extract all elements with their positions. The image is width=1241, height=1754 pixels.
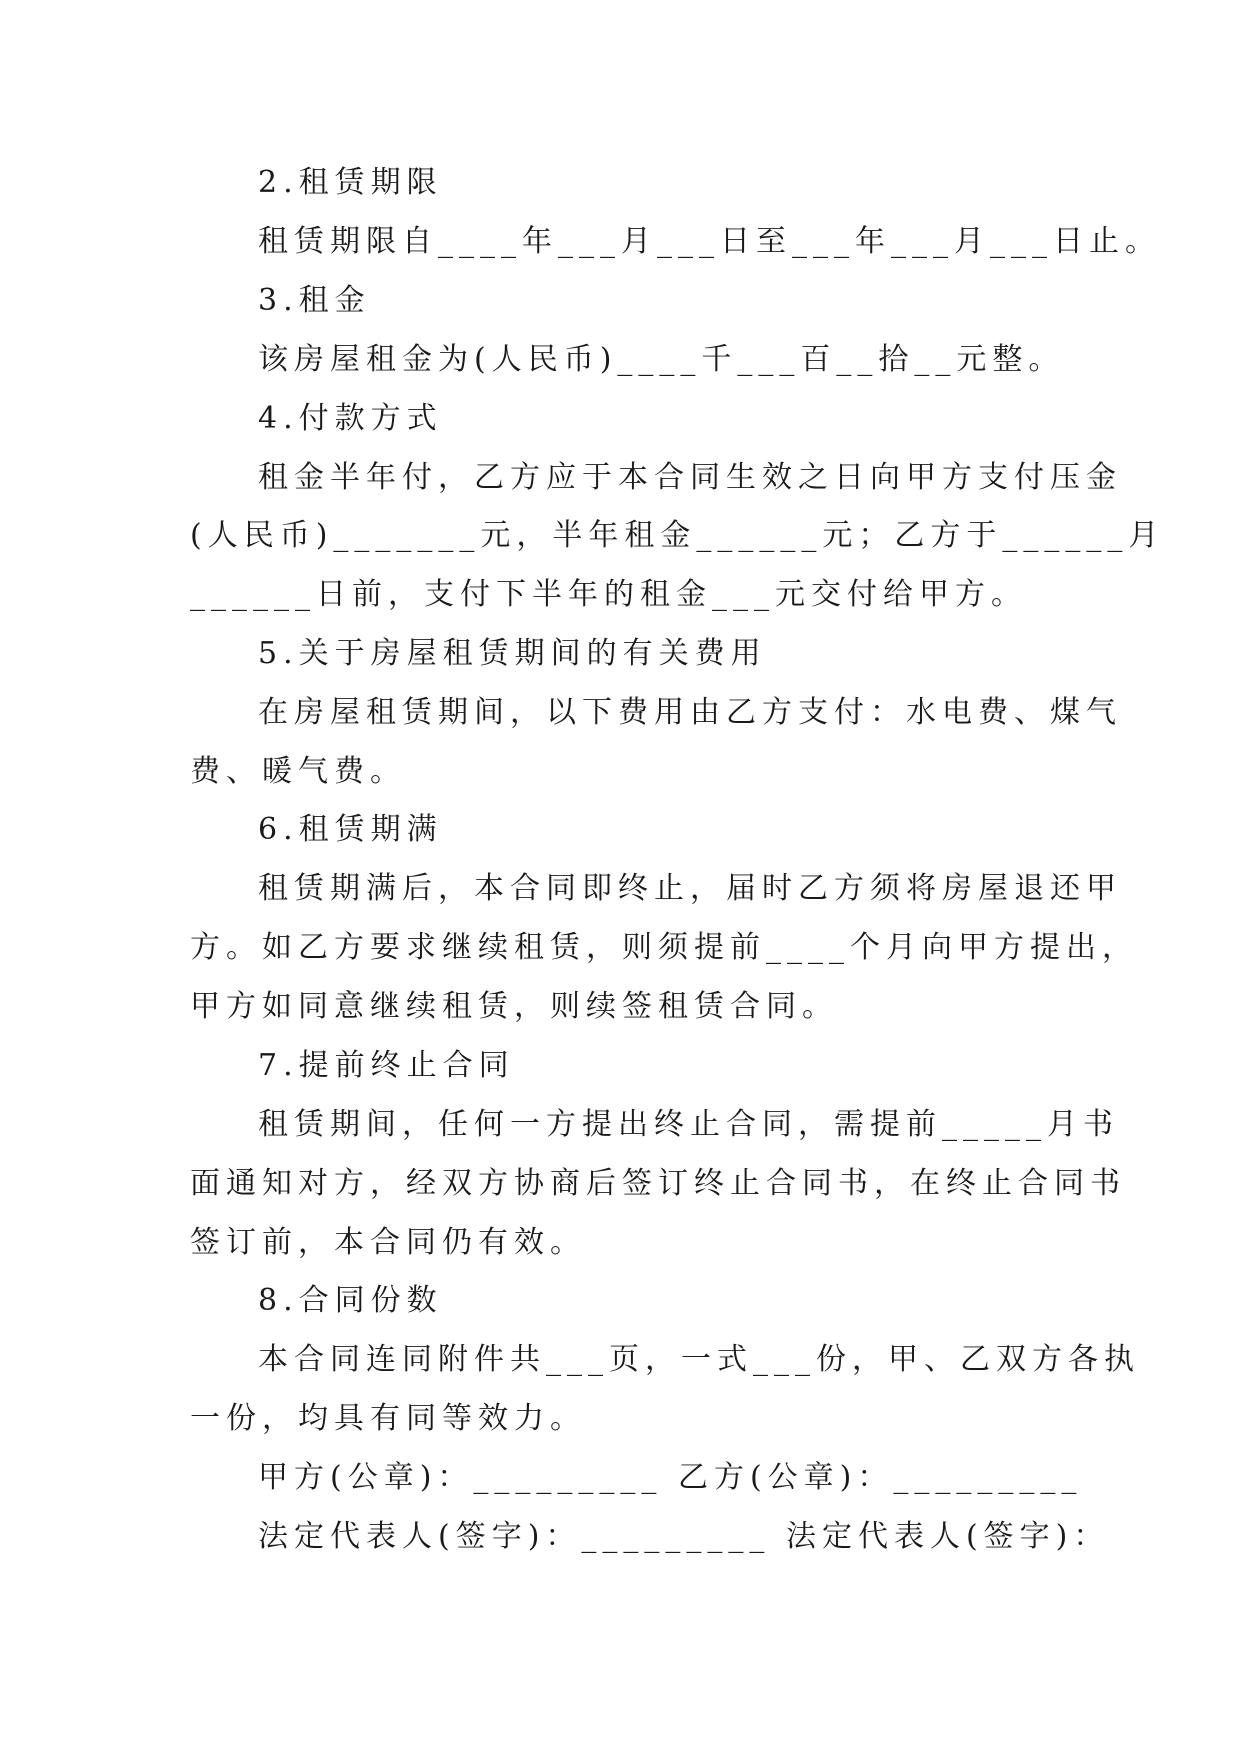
- paragraph-expiry-line-3: 甲方如同意继续租赁，则续签租赁合同。: [190, 989, 838, 1024]
- section-heading-payment: 4.付款方式: [258, 401, 443, 436]
- paragraph-copies-line-2: 一份，均具有同等效力。: [190, 1401, 586, 1436]
- section-heading-rent: 3.租金: [258, 283, 371, 318]
- paragraph-lease-term: 租赁期限自____年___月___日至___年___月___日止。: [258, 224, 1161, 259]
- paragraph-copies-line-1: 本合同连同附件共___页，一式___份，甲、乙双方各执: [258, 1342, 1140, 1377]
- section-heading-early-termination: 7.提前终止合同: [258, 1048, 515, 1083]
- paragraph-termination-line-2: 面通知对方，经双方协商后签订终止合同书，在终止合同书: [190, 1166, 1126, 1201]
- paragraph-payment-line-1: 租金半年付，乙方应于本合同生效之日向甲方支付压金: [258, 460, 1122, 495]
- paragraph-rent: 该房屋租金为(人民币)____千___百__拾__元整。: [258, 342, 1065, 377]
- paragraph-termination-line-3: 签订前，本合同仍有效。: [190, 1225, 586, 1260]
- paragraph-expiry-line-1: 租赁期满后，本合同即终止，届时乙方须将房屋退还甲: [258, 871, 1122, 906]
- section-heading-lease-term: 2.租赁期限: [258, 165, 443, 200]
- section-heading-fees: 5.关于房屋租赁期间的有关费用: [258, 636, 767, 671]
- signature-seal-line: 甲方(公章)：_________ 乙方(公章)：_________: [258, 1460, 1083, 1495]
- signature-representative-line: 法定代表人(签字)：_________ 法定代表人(签字)：: [258, 1519, 1110, 1554]
- section-heading-copies: 8.合同份数: [258, 1283, 443, 1318]
- paragraph-expiry-line-2: 方。如乙方要求继续租赁，则须提前____个月向甲方提出，: [190, 930, 1138, 965]
- paragraph-termination-line-1: 租赁期间，任何一方提出终止合同，需提前_____月书: [258, 1107, 1119, 1142]
- paragraph-payment-line-2: (人民币)_______元，半年租金______元；乙方于______月: [190, 518, 1165, 553]
- section-heading-expiry: 6.租赁期满: [258, 812, 443, 847]
- paragraph-payment-line-3: ______日前，支付下半年的租金___元交付给甲方。: [190, 577, 1027, 612]
- paragraph-fees-line-2: 费、暖气费。: [190, 754, 406, 789]
- paragraph-fees-line-1: 在房屋租赁期间，以下费用由乙方支付：水电费、煤气: [258, 695, 1122, 730]
